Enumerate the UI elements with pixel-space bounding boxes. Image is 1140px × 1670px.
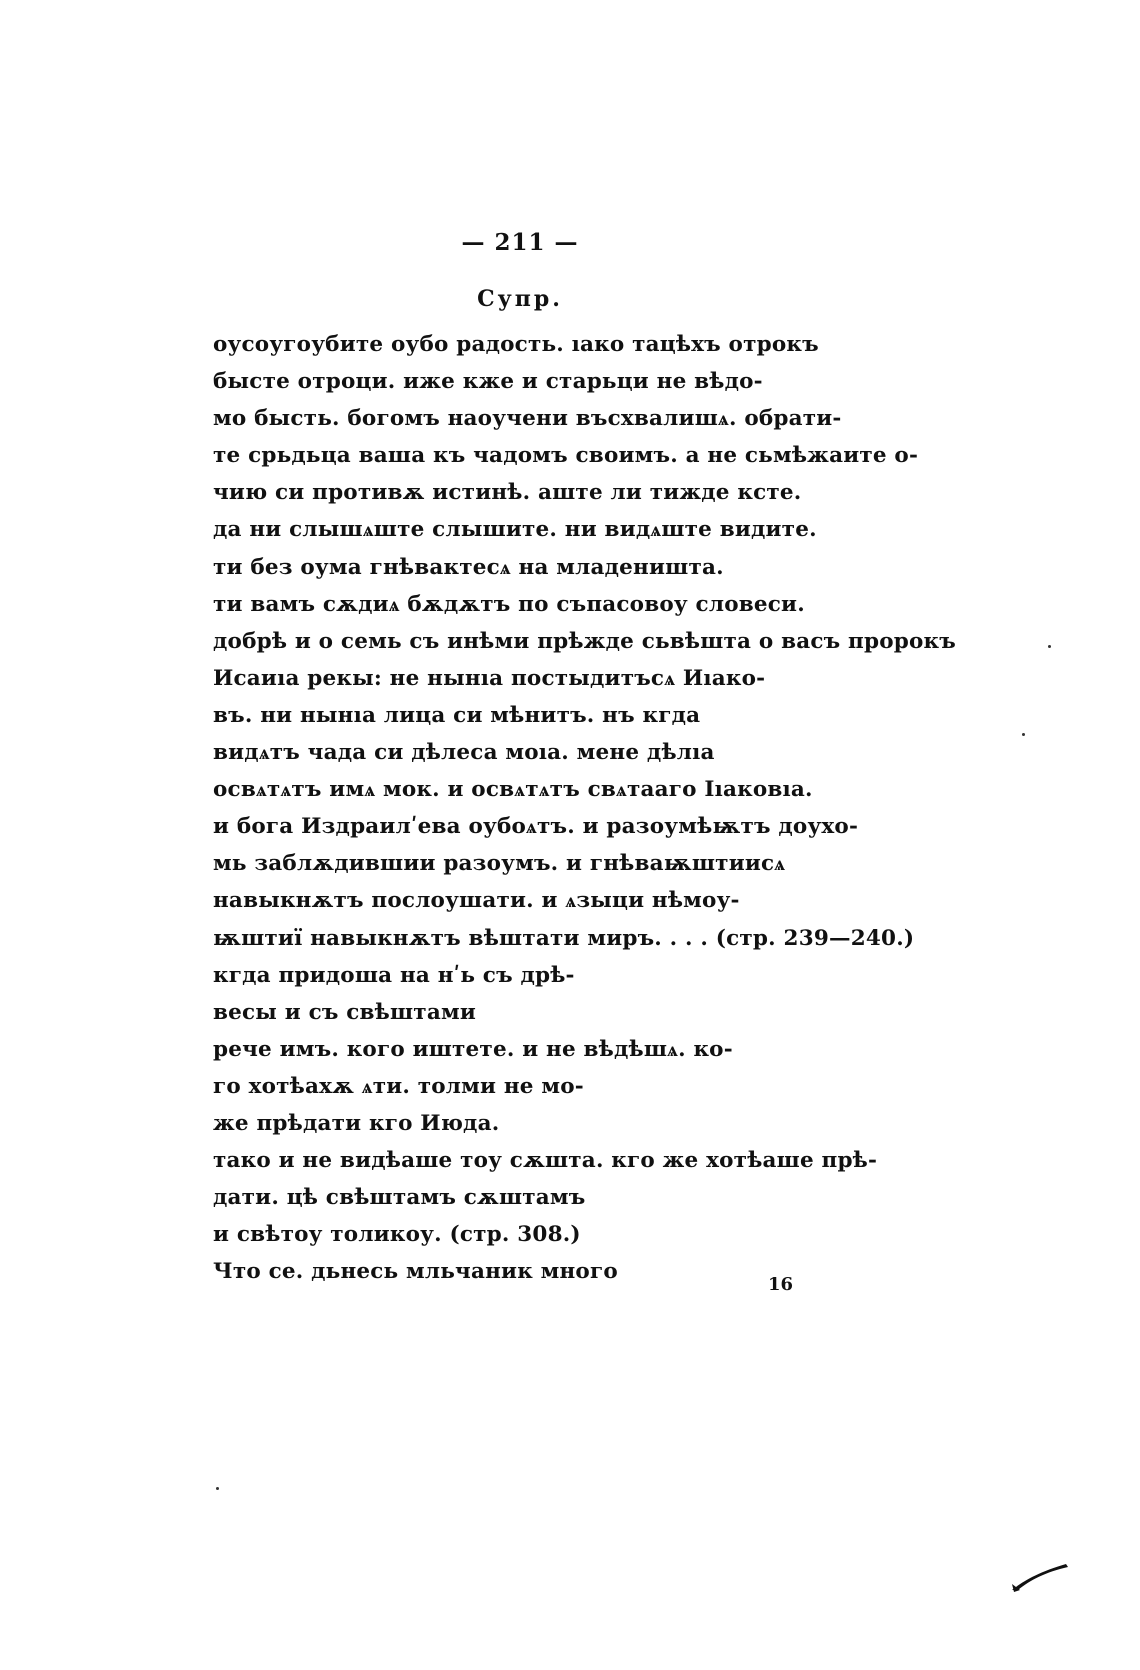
text-line: мь заблѫдившии разоумъ. и гнѣваѭштиисѧ: [213, 851, 786, 877]
text-line: ѭштиї навыкнѫтъ вѣштати миръ. . . . (стр. 239—240.): [213, 925, 915, 951]
source-heading: Супр.: [477, 286, 563, 312]
scan-speck: [216, 1487, 219, 1490]
text-line: Что се. дьнесь мльчаник много: [213, 1259, 618, 1285]
body-text: [213, 326, 956, 1290]
text-line: мо бысть. богомъ наоучени въсхвалишѧ. обрати-: [213, 406, 842, 432]
text-line: те срьдьца ваша къ чадомъ своимъ. а не сьмѣжаите о-: [213, 443, 919, 469]
text-line: дати. цѣ свѣштамъ сѫштамъ: [213, 1185, 586, 1211]
text-line: освѧтѧтъ имѧ мок. и освѧтѧтъ свѧтааго Іıаковıа.: [213, 777, 813, 803]
text-line: рече имъ. кого иштете. и не вѣдѣшѧ. ко-: [213, 1036, 733, 1062]
text-line: бысте отроци. иже кже и старьци не вѣдо-: [213, 369, 763, 395]
text-line: тако и не видѣаше тоу сѫшта. кго же хотѣаше прѣ-: [213, 1148, 878, 1174]
text-line: кгда придоша на нʹь съ дрѣ-: [213, 962, 575, 988]
text-line: ти без оума гнѣвактесѧ на младеништа.: [213, 554, 724, 580]
text-line: добрѣ и о семь съ инѣми прѣжде сьвѣшта о васъ пророкъ: [213, 628, 956, 654]
scan-speck: [1022, 733, 1025, 736]
text-line: оусоугоубите оубо радость. ıако тацѣхъ отрокъ: [213, 332, 819, 357]
text-line: въ. ни нынıа лица си мѣнитъ. нъ кгда: [213, 702, 701, 728]
text-line: видѧтъ чада си дѣлеса моıа. мене дѣлıа: [213, 740, 715, 766]
text-line: Исаиıа рекы: не нынıа постыдитъсѧ Иıако-: [213, 665, 766, 691]
text-line: ти вамъ сѫдиѧ бѫдѫтъ по съпасовоу словеси.: [213, 591, 805, 617]
text-line: и свѣтоу толикоу. (стр. 308.): [213, 1222, 581, 1248]
text-line: да ни слышѧште слышите. ни видѧште видите.: [213, 517, 817, 543]
scan-speck: [1048, 645, 1051, 648]
text-line: навыкнѫтъ послоушати. и ѧзыци нѣмоу-: [213, 888, 740, 914]
text-line: весы и съ свѣштами: [213, 999, 476, 1025]
text-line: и бога Издраилʹева оубоѧтъ. и разоумѣѭтъ доухо-: [213, 814, 859, 840]
text-line: же прѣдати кго Июда.: [213, 1110, 500, 1136]
text-line: чию си противѫ истинѣ. аште ли тижде ксте.: [213, 480, 802, 506]
text-line: го хотѣахѫ ѧти. толми не мо-: [213, 1073, 584, 1099]
signature-mark: 16: [768, 1274, 794, 1295]
page-number: — 211 —: [461, 229, 579, 256]
pen-stroke-mark: [1010, 1560, 1070, 1594]
